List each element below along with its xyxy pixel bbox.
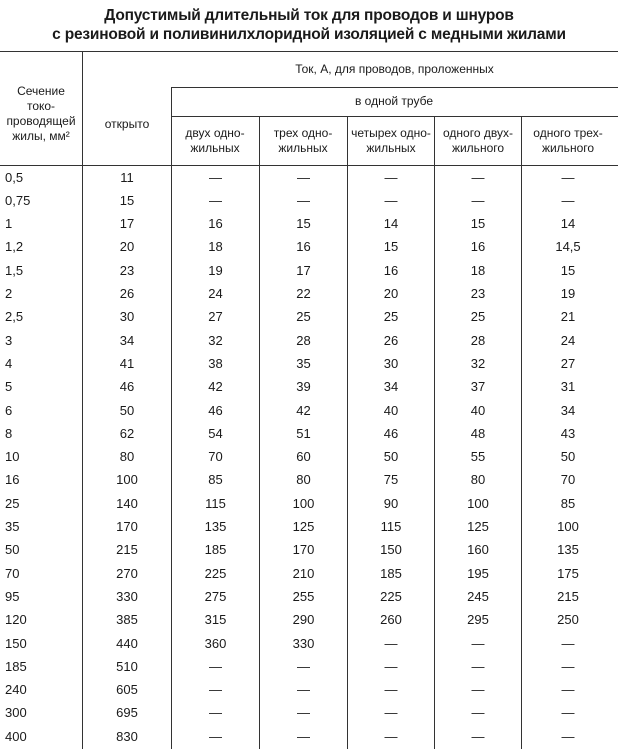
- cell-three-single: 60: [296, 449, 311, 465]
- cell-three-single: 125: [292, 519, 315, 534]
- cell-three-single: 16: [296, 239, 311, 255]
- cell-one-twocore: —: [471, 658, 485, 674]
- cell-open: 23: [119, 262, 135, 278]
- cell-one-threecore: 135: [557, 542, 579, 558]
- cell-one-twocore: 40: [470, 402, 486, 418]
- cell-one-twocore: 37: [470, 379, 486, 395]
- title-line-2: с резиновой и поливинилхлоридной изоляцией с медными жилами: [52, 26, 566, 43]
- cell-three-single: 25: [296, 309, 311, 325]
- cell-four-single: —: [384, 192, 398, 208]
- cell-three-single: 100: [292, 495, 315, 511]
- cell-one-twocore: —: [471, 728, 485, 744]
- cell-open: 330: [116, 588, 138, 604]
- cell-one-twocore: 160: [467, 542, 489, 558]
- cell-one-threecore: 100: [557, 519, 579, 534]
- cell-open: 170: [116, 519, 138, 534]
- cell-four-single: 16: [383, 262, 399, 278]
- cell-one-threecore: 70: [560, 472, 576, 488]
- cell-four-single: 75: [383, 472, 399, 488]
- cell-four-single: 25: [383, 309, 399, 325]
- cell-three-single: —: [297, 728, 310, 744]
- cell-section: 8: [5, 425, 13, 441]
- cell-open: 440: [116, 635, 138, 651]
- cell-one-twocore: 195: [467, 565, 489, 581]
- cell-two-single: 185: [204, 542, 227, 558]
- cell-section: 185: [5, 658, 27, 674]
- cell-four-single: —: [384, 728, 398, 744]
- cell-two-single: —: [209, 192, 222, 208]
- cell-open: 34: [119, 332, 135, 348]
- cell-one-twocore: 15: [470, 216, 486, 232]
- cell-four-single: 14: [383, 216, 399, 232]
- cell-section: 0,5: [5, 169, 24, 185]
- cell-open: 270: [116, 565, 138, 581]
- cell-open: 41: [119, 355, 135, 371]
- cell-three-single: 22: [296, 286, 311, 301]
- cell-open: 50: [119, 402, 135, 418]
- cell-open: 62: [119, 425, 135, 441]
- cell-one-twocore: 28: [470, 332, 486, 348]
- cell-open: 605: [116, 682, 138, 698]
- cell-two-single: 19: [208, 262, 223, 278]
- cell-two-single: 18: [208, 239, 223, 255]
- cell-one-threecore: 34: [560, 402, 576, 418]
- cell-three-single: 35: [296, 355, 311, 371]
- cell-section: 3: [5, 332, 13, 348]
- cell-section: 1: [5, 216, 13, 232]
- cell-two-single: 27: [208, 309, 223, 325]
- cell-four-single: 115: [380, 519, 402, 534]
- cell-two-single: 115: [205, 495, 226, 511]
- cell-one-threecore: —: [561, 705, 575, 721]
- cell-section: 0,75: [5, 192, 31, 208]
- cell-four-single: 150: [380, 542, 402, 558]
- cell-one-twocore: 100: [467, 495, 489, 511]
- cell-open: 140: [116, 495, 138, 511]
- cell-three-single: 39: [296, 379, 311, 395]
- cell-section: 70: [5, 565, 20, 581]
- cell-one-threecore: —: [561, 635, 575, 651]
- header-col-four-single: четырех одно-жильных: [351, 126, 431, 155]
- cell-four-single: 90: [383, 495, 399, 511]
- cell-four-single: —: [384, 169, 398, 185]
- cell-one-twocore: —: [471, 635, 485, 651]
- cell-four-single: 15: [383, 239, 399, 255]
- cell-one-twocore: 25: [470, 309, 486, 325]
- cell-three-single: —: [297, 192, 310, 208]
- header-col-one-threecore: одного трех-жильного: [533, 126, 603, 155]
- cell-one-twocore: 245: [467, 588, 489, 604]
- cell-one-threecore: —: [561, 192, 575, 208]
- cell-one-threecore: 175: [557, 565, 579, 581]
- cell-open: 11: [120, 169, 134, 185]
- cell-two-single: 135: [204, 519, 227, 534]
- cell-open: 30: [119, 309, 135, 325]
- cell-section: 1,2: [5, 239, 24, 255]
- cell-three-single: 255: [292, 588, 315, 604]
- cell-four-single: —: [384, 682, 398, 698]
- header-open: открыто: [104, 117, 150, 131]
- cell-four-single: 40: [383, 402, 399, 418]
- cell-three-single: 170: [292, 542, 315, 558]
- cell-one-twocore: 32: [470, 355, 486, 371]
- cell-two-single: 16: [208, 216, 223, 232]
- cell-one-threecore: 43: [560, 425, 576, 441]
- cell-two-single: 38: [208, 355, 223, 371]
- cell-one-twocore: 55: [470, 449, 486, 465]
- cell-open: 15: [119, 192, 135, 208]
- cell-section: 2: [5, 286, 13, 301]
- cell-open: 100: [116, 472, 138, 488]
- cell-two-single: 315: [204, 612, 227, 628]
- cell-one-threecore: 31: [560, 379, 576, 395]
- cell-one-threecore: 15: [560, 262, 576, 278]
- cell-three-single: 17: [296, 262, 311, 278]
- cell-open: 80: [119, 449, 135, 465]
- cell-section: 4: [5, 355, 13, 371]
- cell-four-single: 46: [383, 425, 399, 441]
- cell-one-threecore: 14,5: [555, 239, 581, 255]
- cell-one-twocore: 23: [470, 286, 486, 301]
- cell-one-twocore: 18: [470, 262, 486, 278]
- pipe-rule: [171, 116, 618, 117]
- cell-two-single: 42: [208, 379, 223, 395]
- cell-one-threecore: 21: [560, 309, 576, 325]
- cell-section: 240: [5, 682, 27, 698]
- cell-one-threecore: —: [561, 169, 575, 185]
- header-col-one-twocore: одного двух-жильного: [443, 126, 513, 155]
- cell-one-threecore: 215: [557, 588, 579, 604]
- cell-two-single: 54: [208, 425, 223, 441]
- cell-section: 300: [5, 705, 27, 721]
- cell-open: 830: [116, 728, 138, 744]
- cell-one-twocore: 80: [470, 472, 486, 488]
- cell-three-single: 210: [292, 565, 315, 581]
- cell-four-single: 185: [380, 565, 402, 581]
- cell-four-single: 20: [383, 286, 399, 301]
- cell-one-twocore: —: [471, 705, 485, 721]
- cell-open: 215: [116, 542, 138, 558]
- cell-one-twocore: 295: [467, 612, 489, 628]
- cell-one-threecore: 27: [560, 355, 576, 371]
- cell-section: 400: [5, 728, 27, 744]
- cell-four-single: 260: [380, 612, 402, 628]
- cell-four-single: 50: [383, 449, 399, 465]
- cell-two-single: 46: [208, 402, 223, 418]
- header-in-pipe: в одной трубе: [354, 94, 434, 108]
- cell-three-single: —: [297, 658, 310, 674]
- cell-one-threecore: 85: [560, 495, 576, 511]
- cell-two-single: —: [209, 728, 222, 744]
- cell-section: 5: [5, 379, 13, 395]
- cell-three-single: 42: [296, 402, 311, 418]
- cell-open: 46: [119, 379, 135, 395]
- cell-one-threecore: —: [561, 728, 575, 744]
- cell-one-threecore: —: [561, 682, 575, 698]
- cell-open: 17: [119, 216, 135, 232]
- cell-three-single: —: [297, 705, 310, 721]
- cell-two-single: 24: [208, 286, 223, 301]
- cell-two-single: —: [209, 658, 222, 674]
- cell-one-threecore: 14: [560, 216, 576, 232]
- header-col-three-single: трех одно-жильных: [273, 126, 333, 155]
- cell-four-single: —: [384, 658, 398, 674]
- cell-two-single: 85: [208, 472, 223, 488]
- cell-one-twocore: —: [471, 682, 485, 698]
- cell-four-single: 26: [383, 332, 399, 348]
- cell-open: 695: [116, 705, 138, 721]
- cell-three-single: 290: [292, 612, 315, 628]
- cell-one-twocore: —: [471, 169, 485, 185]
- cell-section: 150: [5, 635, 27, 651]
- cell-three-single: 28: [296, 332, 311, 348]
- header-col-two-single: двух одно-жильных: [185, 126, 245, 155]
- cell-open: 26: [119, 286, 135, 301]
- cell-four-single: —: [384, 705, 398, 721]
- cell-two-single: 225: [204, 565, 227, 581]
- cell-one-threecore: 250: [557, 612, 579, 628]
- cell-section: 6: [5, 402, 13, 418]
- cell-two-single: —: [209, 682, 222, 698]
- cell-three-single: 15: [296, 216, 311, 232]
- cell-section: 50: [5, 542, 20, 558]
- cell-three-single: 80: [296, 472, 311, 488]
- cell-one-threecore: —: [561, 658, 575, 674]
- cell-two-single: 360: [204, 635, 227, 651]
- cell-open: 510: [116, 658, 138, 674]
- cell-two-single: 275: [204, 588, 227, 604]
- cell-section: 10: [5, 449, 20, 465]
- header-section: Сечение токо-проводящей жилы, мм²: [6, 84, 76, 143]
- cell-three-single: 51: [296, 425, 311, 441]
- cell-two-single: —: [209, 169, 222, 185]
- cell-one-twocore: —: [471, 192, 485, 208]
- title-line-1: Допустимый длительный ток для проводов и шнуров: [104, 7, 514, 24]
- cell-section: 95: [5, 588, 20, 604]
- cell-one-twocore: 16: [470, 239, 486, 255]
- cell-section: 16: [5, 472, 20, 488]
- cell-two-single: —: [209, 705, 222, 721]
- cell-section: 1,5: [5, 262, 24, 278]
- cell-four-single: —: [384, 635, 398, 651]
- cell-one-threecore: 24: [560, 332, 576, 348]
- cell-two-single: 32: [208, 332, 223, 348]
- cell-four-single: 34: [383, 379, 399, 395]
- cell-one-twocore: 125: [467, 519, 489, 534]
- cell-section: 35: [5, 519, 20, 534]
- header-current-group: Ток, А, для проводов, проложенных: [295, 62, 494, 76]
- table-top-rule: [0, 51, 618, 52]
- cell-four-single: 225: [380, 588, 402, 604]
- cell-open: 385: [116, 612, 138, 628]
- cell-three-single: —: [297, 169, 310, 185]
- cell-open: 20: [119, 239, 135, 255]
- cell-three-single: 330: [292, 635, 315, 651]
- subheader-rule: [171, 87, 618, 88]
- cell-one-twocore: 48: [470, 425, 486, 441]
- cell-four-single: 30: [383, 355, 399, 371]
- cell-section: 2,5: [5, 309, 24, 325]
- cell-one-threecore: 19: [560, 286, 576, 301]
- cell-section: 25: [5, 495, 20, 511]
- cell-two-single: 70: [208, 449, 223, 465]
- cell-three-single: —: [297, 682, 310, 698]
- cell-one-threecore: 50: [560, 449, 576, 465]
- cell-section: 120: [5, 612, 27, 628]
